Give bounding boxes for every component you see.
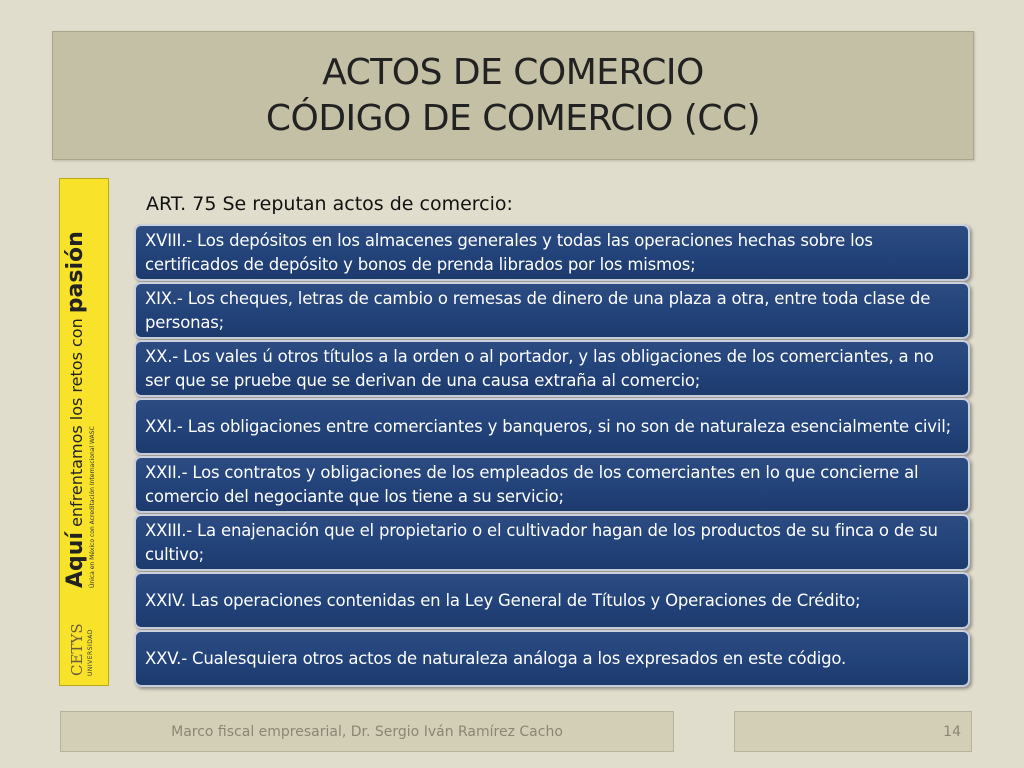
footer-text-box <box>60 711 674 752</box>
logo-small-print: Única en México con Acreditación Internacional WASC <box>88 426 96 588</box>
cetys-logo-banner <box>59 178 109 686</box>
article-heading: ART. 75 Se reputan actos de comercio: <box>146 193 513 215</box>
footer-text: Marco fiscal empresarial, Dr. Sergio Iván Ramírez Cacho <box>171 723 563 740</box>
slide-title-line-2: CÓDIGO DE COMERCIO (CC) <box>265 97 761 139</box>
logo-brand <box>70 594 98 676</box>
list-item-xxiv: XXIV. Las operaciones contenidas en la Ley General de Títulos y Operaciones de Crédito; <box>134 572 970 629</box>
list-item-xviii: XVIII.- Los depósitos en los almacenes generales y todas las operaciones hechas sobre los certificados de depósito y bonos de prenda librados por los mismos; <box>134 224 970 281</box>
title-box <box>52 31 974 160</box>
page-number: 14 <box>943 723 961 740</box>
list-item-xxii: XXII.- Los contratos y obligaciones de los empleados de los comerciantes en lo que concierne al comercio del negociante que los tiene a su servicio; <box>134 456 970 513</box>
slide-title-line-1: ACTOS DE COMERCIO <box>322 51 704 93</box>
list-item-xix: XIX.- Los cheques, letras de cambio o remesas de dinero de una plaza a otra, entre toda clase de personas; <box>134 282 970 339</box>
logo-tagline-bold: Aquí <box>62 532 88 588</box>
list-item-xx: XX.- Los vales ú otros títulos a la orden o al portador, y las obligaciones de los comerciantes, a no ser que se pruebe que se derivan de una causa extraña al comercio; <box>134 340 970 397</box>
logo-tagline-end: pasión <box>62 231 88 314</box>
list-item-xxi: XXI.- Las obligaciones entre comerciantes y banqueros, si no son de naturaleza esencialmente civil; <box>134 398 970 455</box>
logo-content <box>61 182 107 682</box>
logo-tagline-rest: enfrentamos los retos con <box>66 318 86 527</box>
page-number-box <box>734 711 972 752</box>
list-item-xxiii: XXIII.- La enajenación que el propietario o el cultivador hagan de los productos de su finca o de su cultivo; <box>134 514 970 571</box>
list-item-xxv: XXV.- Cualesquiera otros actos de naturaleza análoga a los expresados en este código. <box>134 630 970 687</box>
logo-brand-name: CETYS <box>68 623 86 676</box>
logo-brand-sub: UNIVERSIDAD <box>87 628 94 676</box>
logo-tagline <box>62 182 101 588</box>
logo-tagline-main <box>62 182 88 588</box>
